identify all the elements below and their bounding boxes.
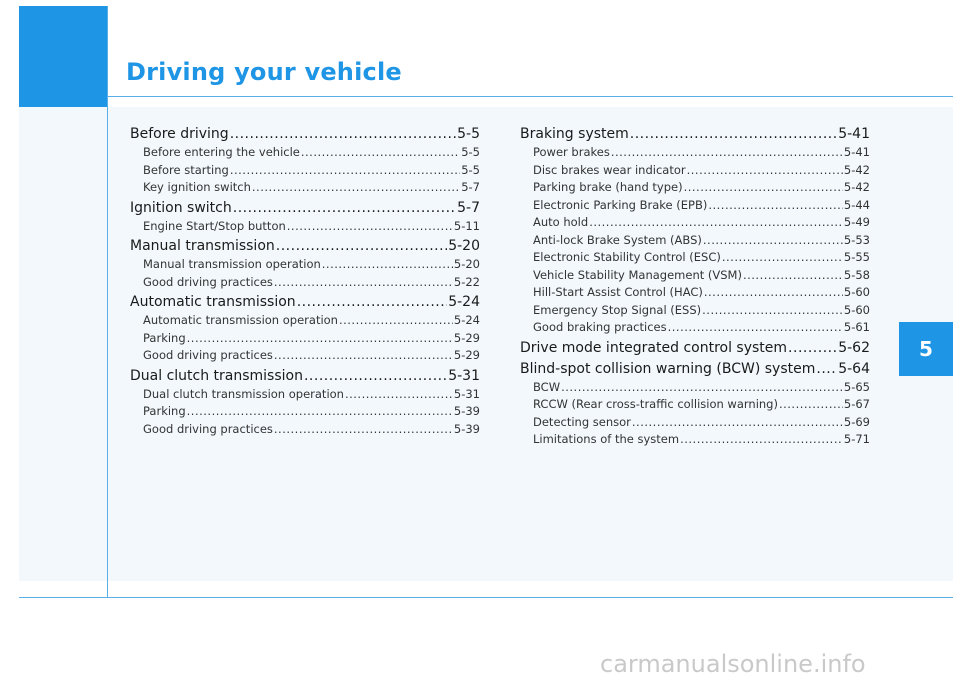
dot-leader	[304, 366, 447, 386]
dot-leader	[322, 256, 453, 274]
toc-page-number: 5-62	[838, 339, 870, 356]
toc-entry-label: Electronic Parking Brake (EPB)	[533, 197, 708, 212]
dot-leader	[274, 347, 453, 365]
toc-subentry[interactable]	[520, 249, 870, 267]
toc-page-number: 5-60	[843, 285, 870, 299]
toc-section-entry[interactable]	[520, 338, 870, 358]
toc-entry-label: Manual transmission	[130, 238, 275, 254]
bottom-rule	[19, 597, 953, 598]
toc-subentry[interactable]	[130, 347, 480, 365]
toc-page-number: 5-42	[843, 162, 870, 177]
dot-leader	[703, 232, 843, 250]
dot-leader	[589, 214, 843, 232]
toc-entry-label: Power brakes	[533, 145, 610, 159]
toc-section-entry[interactable]	[520, 124, 870, 144]
toc-entry-label: RCCW (Rear cross-traffic collision warning)	[533, 397, 778, 411]
dot-leader	[630, 124, 837, 144]
toc-page-number: 5-39	[453, 421, 480, 436]
toc-entry-label: Before entering the vehicle	[143, 145, 300, 159]
toc-entry-label: Key ignition switch	[143, 180, 251, 194]
toc-section-entry[interactable]	[130, 366, 480, 386]
toc-entry-label: Disc brakes wear indicator	[533, 162, 686, 177]
toc-entry-label: Engine Start/Stop button	[143, 218, 286, 233]
toc-page-number: 5-49	[843, 215, 870, 229]
chapter-tab[interactable]: 5	[899, 322, 953, 376]
dot-leader	[702, 302, 843, 320]
toc-entry-label: Before driving	[130, 126, 229, 142]
dot-leader	[680, 431, 843, 449]
toc-page-number: 5-39	[453, 404, 480, 418]
toc-entry-label: Automatic transmission operation	[143, 313, 338, 327]
dot-leader	[187, 330, 453, 348]
toc-subentry[interactable]	[130, 386, 480, 404]
dot-leader	[708, 197, 843, 215]
toc-page-number: 5-60	[843, 302, 870, 317]
dot-leader	[704, 284, 843, 302]
toc-entry-label: Anti-lock Brake System (ABS)	[533, 232, 702, 247]
dot-leader	[722, 249, 843, 267]
toc-entry-label: Detecting sensor	[533, 414, 631, 429]
toc-entry-label: Drive mode integrated control system	[520, 339, 788, 356]
toc-subentry[interactable]	[130, 179, 480, 197]
dot-leader	[339, 312, 453, 330]
dot-leader	[779, 396, 843, 414]
toc-subentry[interactable]	[130, 274, 480, 292]
dot-leader	[230, 124, 456, 144]
toc-page-number: 5-71	[843, 432, 870, 446]
dot-leader	[611, 144, 843, 162]
toc-entry-label: Vehicle Stability Management (VSM)	[533, 267, 742, 282]
toc-entry-label: Limitations of the system	[533, 432, 680, 446]
toc-subentry[interactable]	[520, 179, 870, 197]
dot-leader	[345, 386, 453, 404]
toc-page-number: 5-67	[843, 397, 870, 411]
toc-subentry[interactable]	[520, 232, 870, 250]
toc-page-number: 5-29	[453, 348, 480, 362]
toc-entry-label: Good driving practices	[143, 421, 273, 436]
dot-leader	[687, 162, 843, 180]
toc-section-entry[interactable]	[130, 292, 480, 312]
toc-subentry[interactable]	[130, 144, 480, 162]
toc-page-number: 5-5	[461, 162, 480, 177]
toc-entry-label: Emergency Stop Signal (ESS)	[533, 302, 702, 317]
toc-section-entry[interactable]	[130, 124, 480, 144]
watermark-text: carmanualsonline.info	[600, 650, 866, 678]
dot-leader	[632, 414, 843, 432]
toc-page-number: 5-61	[843, 320, 870, 334]
toc-subentry[interactable]	[520, 396, 870, 414]
toc-entry-label: Parking	[143, 404, 186, 418]
dot-leader	[816, 359, 837, 379]
toc-page-number: 5-58	[843, 267, 870, 282]
toc-subentry[interactable]	[520, 431, 870, 449]
toc-subentry[interactable]	[130, 312, 480, 330]
title-underline	[107, 96, 953, 97]
toc-entry-label: Before starting	[143, 162, 229, 177]
dot-leader	[301, 144, 460, 162]
toc-page-number: 5-5	[461, 145, 480, 159]
toc-page-number: 5-29	[453, 330, 480, 345]
dot-leader	[274, 421, 453, 439]
dot-leader	[561, 379, 843, 397]
toc-page-number: 5-31	[448, 367, 480, 384]
toc-page-number: 5-20	[448, 238, 480, 254]
toc-subentry[interactable]	[520, 162, 870, 180]
toc-entry-label: Parking brake (hand type)	[533, 180, 683, 194]
toc-page-number: 5-41	[838, 126, 870, 142]
toc-subentry[interactable]	[520, 379, 870, 397]
toc-entry-label: Good driving practices	[143, 274, 273, 289]
toc-entry-label: Dual clutch transmission operation	[143, 386, 344, 401]
toc-subentry[interactable]	[520, 267, 870, 285]
toc-subentry[interactable]	[520, 197, 870, 215]
toc-section-entry[interactable]	[520, 359, 870, 379]
toc-entry-label: Automatic transmission	[130, 294, 296, 310]
toc-page-number: 5-65	[843, 379, 870, 394]
dot-leader	[230, 162, 460, 180]
toc-subentry[interactable]	[520, 214, 870, 232]
toc-subentry[interactable]	[130, 256, 480, 274]
toc-page-number: 5-7	[461, 180, 480, 194]
toc-subentry[interactable]	[520, 414, 870, 432]
toc-page-number: 5-41	[843, 145, 870, 159]
dot-leader	[743, 267, 843, 285]
toc-entry-label: Blind-spot collision warning (BCW) system	[520, 360, 816, 377]
toc-entry-label: Good driving practices	[143, 348, 273, 362]
toc-entry-label: Manual transmission operation	[143, 257, 321, 271]
toc-page-number: 5-31	[453, 386, 480, 401]
toc-page-number: 5-44	[843, 197, 870, 212]
toc-subentry[interactable]	[520, 302, 870, 320]
dot-leader	[274, 274, 453, 292]
page-title: Driving your vehicle	[126, 58, 402, 86]
toc-page-number: 5-24	[453, 313, 480, 327]
dot-leader	[233, 198, 456, 218]
toc-entry-label: Auto hold	[533, 215, 589, 229]
toc-subentry[interactable]	[130, 162, 480, 180]
toc-subentry[interactable]	[520, 284, 870, 302]
toc-subentry[interactable]	[130, 330, 480, 348]
toc-page-number: 5-20	[453, 257, 480, 271]
toc-page-number: 5-24	[448, 294, 480, 310]
toc-entry-label: Hill-Start Assist Control (HAC)	[533, 285, 703, 299]
toc-page-number: 5-7	[457, 199, 480, 216]
toc-entry-label: BCW	[533, 379, 561, 394]
dot-leader	[287, 218, 453, 236]
toc-subentry[interactable]	[130, 421, 480, 439]
dot-leader	[297, 292, 448, 312]
toc-entry-label: Good braking practices	[533, 320, 667, 334]
toc-page-number: 5-55	[843, 250, 870, 264]
dot-leader	[276, 236, 447, 256]
header-color-block	[19, 6, 107, 107]
dot-leader	[668, 319, 843, 337]
toc-section-entry[interactable]	[130, 198, 480, 218]
toc-entry-label: Braking system	[520, 126, 629, 142]
toc-entry-label: Dual clutch transmission	[130, 367, 303, 384]
dot-leader	[788, 338, 837, 358]
toc-entry-label: Electronic Stability Control (ESC)	[533, 250, 721, 264]
toc-page-number: 5-11	[453, 218, 480, 233]
toc-page-number: 5-69	[843, 414, 870, 429]
toc-entry-label: Ignition switch	[130, 199, 232, 216]
toc-section-entry[interactable]	[130, 236, 480, 256]
toc-page-number: 5-22	[453, 274, 480, 289]
toc-page-number: 5-64	[838, 360, 870, 377]
toc-page-number: 5-42	[843, 180, 870, 194]
toc-page-number: 5-53	[843, 232, 870, 247]
toc-subentry[interactable]	[130, 403, 480, 421]
toc-subentry[interactable]	[520, 144, 870, 162]
vertical-rule	[107, 6, 108, 597]
dot-leader	[252, 179, 460, 197]
toc-subentry[interactable]	[520, 319, 870, 337]
toc-left-column	[130, 124, 480, 438]
dot-leader	[187, 403, 453, 421]
toc-subentry[interactable]	[130, 218, 480, 236]
toc-right-column	[520, 124, 870, 449]
dot-leader	[684, 179, 843, 197]
toc-page-number: 5-5	[457, 126, 480, 142]
toc-entry-label: Parking	[143, 330, 186, 345]
